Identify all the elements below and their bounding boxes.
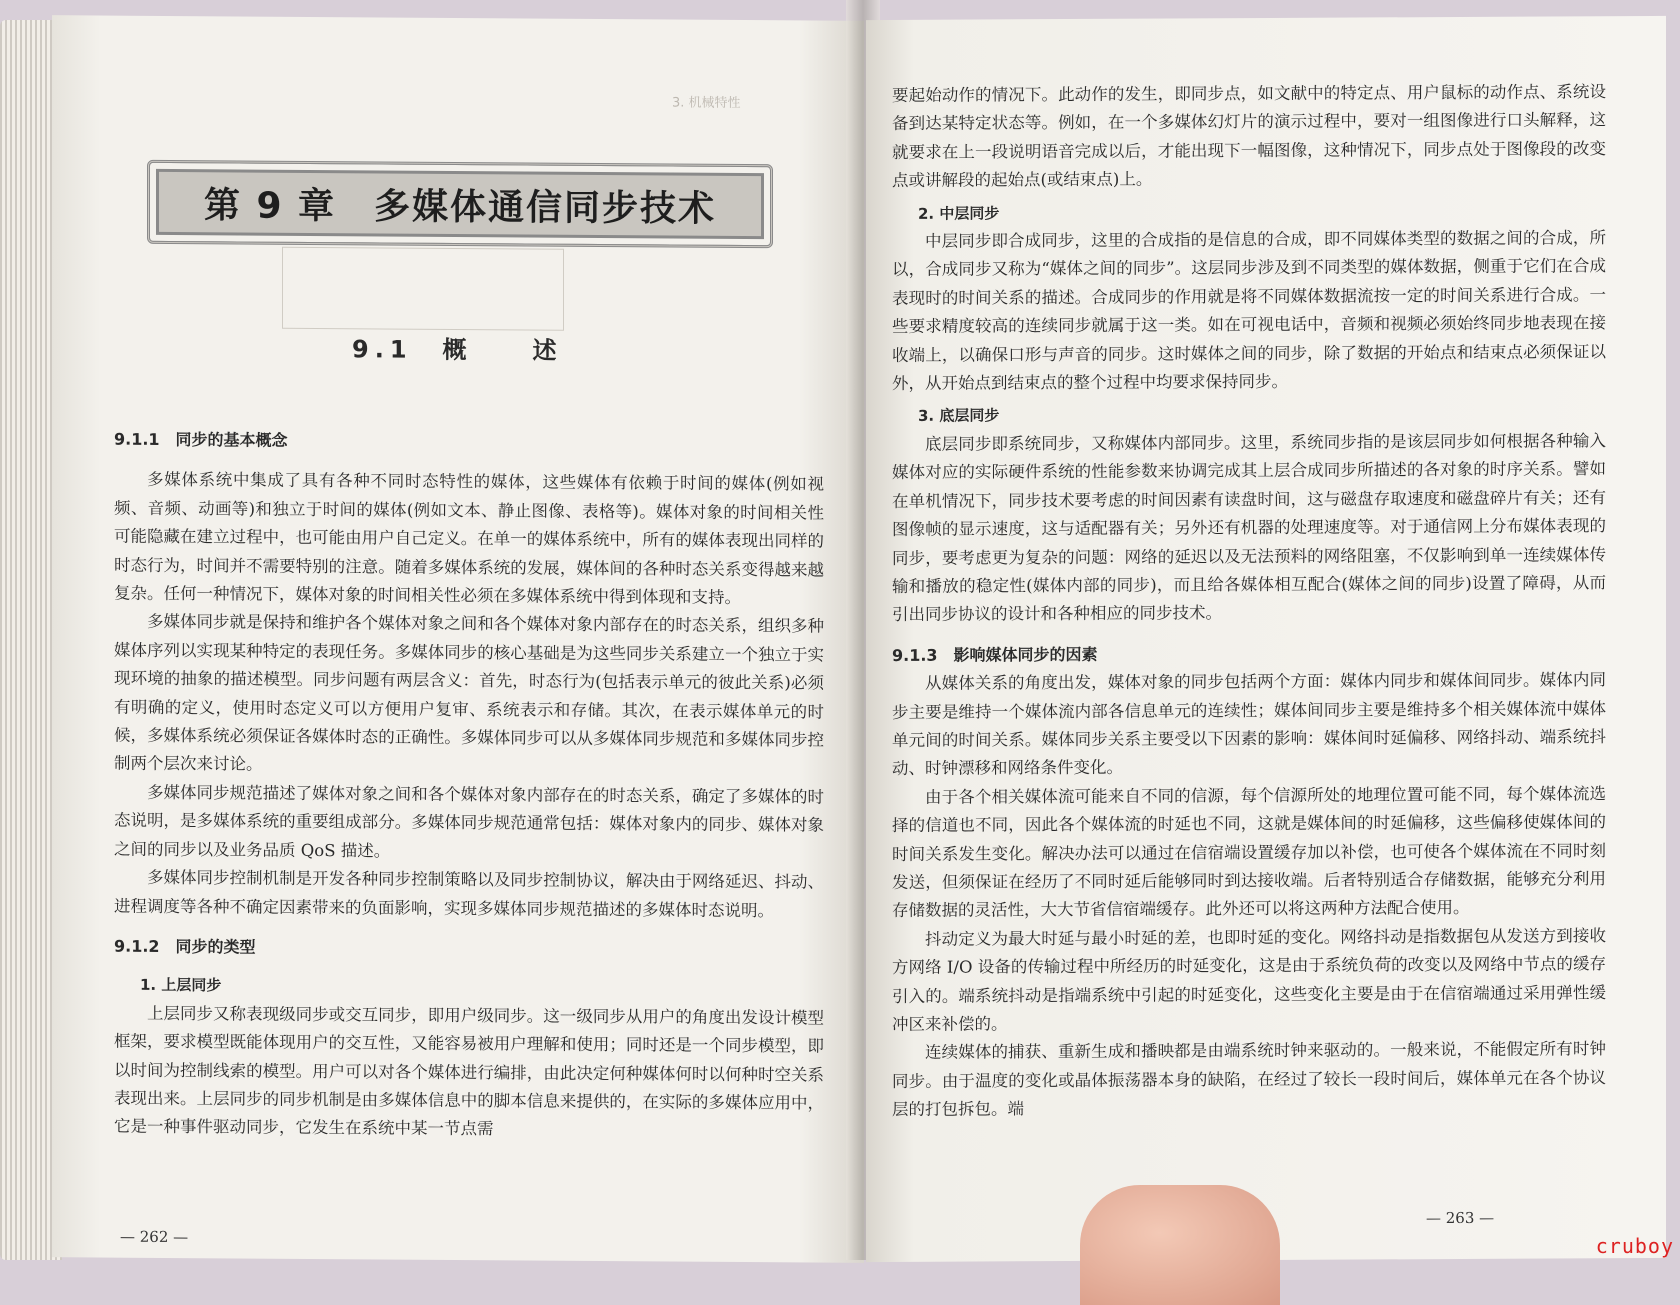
paragraph: 连续媒体的捕获、重新生成和播映都是由端系统时钟来驱动的。一般来说，不能假定所有时钟同步。由于温度的变化或晶体振荡器本身的缺陷，在经过了较长一段时间后，媒体单元在各个协议层的打包拆包。端	[892, 1039, 1606, 1120]
paragraph: 底层同步即系统同步，又称媒体内部同步。这里，系统同步指的是该层同步如何根据各种输入媒体对应的实际硬件系统的性能参数来协调完成其上层合成同步所描述的各对象的时序关系。譬如在单机情况下，同步技术要考虑的时间因素有读盘时间，这与磁盘存取速度和磁盘碎片有关；还有图像帧的显示速度，这与适配器有关；另外还有机器的处理速度等。对于通信网上分布媒体表现的同步，要考虑更为复杂的问题：网络的延迟以及无法预料的网络阻塞，不仅影响到单一连续媒体传输和播放的稳定性(媒体内部的同步)，而且给各媒体相互配合(媒体之间的同步)设置了障碍，从而引出同步协议的设计和各种相应的同步技术。	[892, 431, 1606, 625]
right-page	[866, 16, 1666, 1262]
left-page	[52, 15, 864, 1263]
bleed-through-figure	[282, 247, 564, 331]
subsection-title-9-1-1: 9.1.1 同步的基本概念	[114, 429, 288, 450]
paragraph: 多媒体同步控制机制是开发各种同步控制策略以及同步控制协议，解决由于网络延迟、抖动、进程调度等各种不确定因素带来的负面影响，实现多媒体同步规范描述的多媒体时态说明。	[114, 867, 824, 920]
paragraph: 由于各个相关媒体流可能来自不同的信源，每个信源所处的地理位置可能不同，每个媒体流选择的信道也不同，因此各个媒体流的时延也不同，这就是媒体间的时延偏移，这些偏移使媒体间的时间关系发生变化。解决办法可以通过在信宿端设置缓存加以补偿，也可使各个媒体流在不同时刻发送，但须保证在经历了不同时延后能够同时到达接收端。后者特别适合存储数据，能够充分利用存储数据的灵活性，大大节省信宿端缓存。此外还可以将这两种方法配合使用。	[892, 783, 1606, 921]
paragraph: 从媒体关系的角度出发，媒体对象的同步包括两个方面：媒体内同步和媒体间同步。媒体内同步主要是维持一个媒体流内部各信息单元的连续性；媒体间同步主要是维持多个相关媒体流中媒体单元间的时间关系。媒体同步关系主要受以下因素的影响：媒体间时延偏移、网络抖动、端系统抖动、时钟漂移和网络条件变化。	[892, 670, 1606, 779]
paragraph: 多媒体同步规范描述了媒体对象之间和各个媒体对象内部存在的时态关系，确定了多媒体的时态说明，是多媒体系统的重要组成部分。多媒体同步规范通常包括：媒体对象内的同步、媒体对象之间的同步以及业务品质 QoS 描述。	[114, 782, 824, 861]
paragraph: 中层同步即合成同步，这里的合成指的是信息的合成，即不同媒体类型的数据之间的合成，所以，合成同步又称为“媒体之间的同步”。这层同步涉及到不同类型的媒体数据，侧重于它们在合成表现时的时间关系的描述。合成同步的作用就是将不同媒体数据流按一定的时间关系进行合成。一些要求精度较高的连续同步就属于这一类。如在可视电话中，音频和视频必须始终同步地表现在接收端上，以确保口形与声音的同步。这时媒体之间的同步，除了数据的开始点和结束点必须保证以外，从开始点到结束点的整个过程中均要求保持同步。	[892, 228, 1606, 394]
paragraph: 多媒体同步就是保持和维护各个媒体对象之间和各个媒体对象内部存在的时态关系，组织多种媒体序列以实现某种特定的表现任务。多媒体同步的核心基础是为这些同步关系建立一个独立于实现环境的抽象的描述模型。同步问题有两层含义：首先，时态行为(包括表示单元的彼此关系)必须有明确的定义，使用时态定义可以方便用户复审、系统表示和存储。其次，在表示媒体单元的时候，多媒体系统必须保证各媒体时态的正确性。多媒体同步可以从多媒体同步规范和多媒体同步控制两个层次来讨论。	[114, 612, 824, 775]
subsection-title-9-1-2: 9.1.2 同步的类型	[114, 936, 256, 957]
chapter-title: 第 9 章 多媒体通信同步技术	[147, 160, 773, 248]
left-text-block	[114, 426, 824, 1147]
paragraph: 上层同步又称表现级同步或交互同步，即用户级同步。这一级同步从用户的角度出发设计模型框架，要求模型既能体现用户的交互性，又能容易被用户理解和使用；同时还是一个同步模型，即以时间为控制线索的模型。用户可以对各个媒体进行编排，由此决定何种媒体何时以何种时空关系表现出来。上层同步的同步机制是由多媒体信息中的脚本信息来提供的，在实际的多媒体应用中，它是一种事件驱动同步，它发生在系统中某一节点需	[114, 1003, 824, 1139]
paragraph: 多媒体系统中集成了具有各种不同时态特性的媒体，这些媒体有依赖于时间的媒体(例如视频、音频、动画等)和独立于时间的媒体(例如文本、静止图像、表格等)。媒体对象的时间相关性可能隐藏在建立过程中，也可能由用户自己定义。在单一的媒体系统中，所有的媒体表现出同样的时态行为，时间并不需要特别的注意。随着多媒体系统的发展，媒体间的各种时态关系变得越来越复杂。任何一种情况下，媒体对象的时间相关性必须在多媒体系统中得到体现和支持。	[114, 470, 824, 608]
page-number-left: — 262 —	[120, 1227, 189, 1247]
item-title-middle-sync: 2. 中层同步	[918, 204, 1000, 223]
watermark: cruboy	[1595, 1234, 1674, 1258]
section-title: 9.1 概 述	[352, 335, 563, 365]
item-title-lower-sync: 3. 底层同步	[918, 406, 1000, 426]
bleed-through-text: 3. 机械特性	[672, 95, 741, 111]
page-number-right: — 263 —	[1426, 1208, 1495, 1228]
thumb-image	[1080, 1185, 1280, 1305]
item-title-upper-sync: 1. 上层同步	[140, 976, 222, 995]
subsection-title-9-1-3: 9.1.3 影响媒体同步的因素	[892, 644, 1098, 665]
right-text-block	[892, 78, 1606, 1124]
paragraph: 抖动定义为最大时延与最小时延的差，也即时延的变化。网络抖动是指数据包从发送方到接收方网络 I/O 设备的传输过程中所经历的时延变化，这是由于系统负荷的改变以及网络中节点的缓存引入的。端系统抖动是指端系统中引起的时延变化，这些变化主要是由于在信宿端通过采用弹性缓冲区来补偿的。	[892, 926, 1606, 1034]
paragraph: 要起始动作的情况下。此动作的发生，即同步点，如文献中的特定点、用户鼠标的动作点、系统设备到达某特定状态等。例如，在一个多媒体幻灯片的演示过程中，要对一组图像进行口头解释，这就要求在上一段说明语音完成以后，才能出现下一幅图像，这种情况下，同步点处于图像段的改变点或讲解段的起始点(或结束点)上。	[892, 82, 1606, 191]
